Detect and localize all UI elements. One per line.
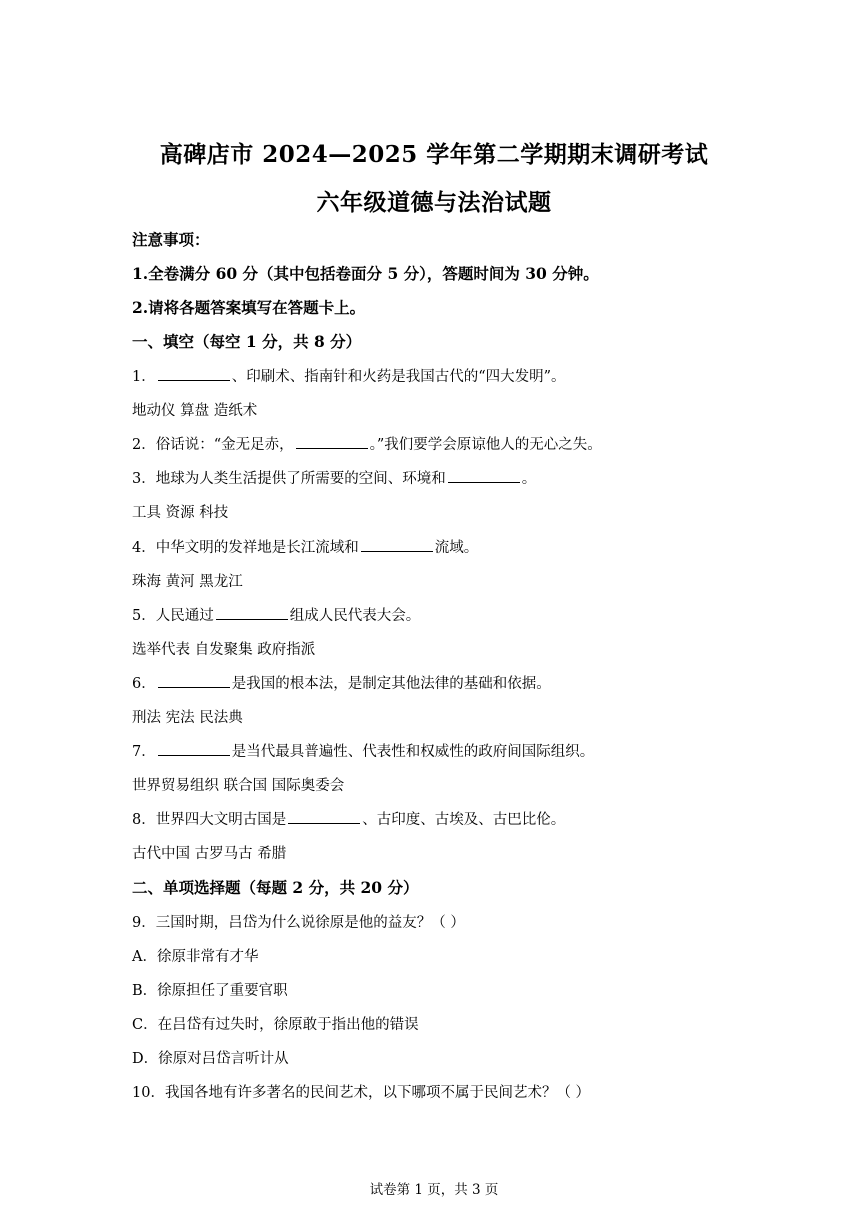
question-6	[132, 672, 551, 693]
question-text-post: 、古印度、古埃及、古巴比伦。	[362, 812, 566, 828]
question-text-pre: 6．	[132, 676, 156, 692]
question-text-post: 流域。	[434, 540, 479, 556]
question-1-options: 地动仪 算盘 造纸术	[132, 403, 258, 419]
exam-title: 高碑店市 2024—2025 学年第二学期期末调研考试	[159, 141, 709, 168]
question-text-post: 组成人民代表大会。	[289, 608, 421, 624]
question-10: 10．我国各地有许多著名的民间艺术，以下哪项不属于民间艺术？（ ）	[132, 1085, 591, 1101]
question-3	[132, 467, 536, 488]
choice-c: C．在吕岱有过失时，徐原敢于指出他的错误	[132, 1017, 419, 1033]
choice-d: D．徐原对吕岱言听计从	[132, 1051, 289, 1067]
question-8	[132, 808, 565, 829]
question-text-pre: 3．地球为人类生活提供了所需要的空间、环境和	[132, 471, 446, 487]
question-text-pre: 8．世界四大文明古国是	[132, 812, 287, 828]
question-text-pre: 1．	[132, 369, 156, 385]
page-footer: 试卷第 1 页，共 3 页	[369, 1182, 499, 1198]
choice-a: A．徐原非常有才华	[132, 949, 259, 965]
question-6-options: 刑法 宪法 民法典	[132, 710, 243, 726]
answer-blank	[448, 468, 520, 483]
answer-blank	[158, 366, 230, 381]
notice-heading: 注意事项：	[132, 230, 210, 249]
question-7	[132, 740, 594, 761]
notice-item-2: 2.请将各题答案填写在答题卡上。	[132, 298, 366, 317]
question-8-options: 古代中国 古罗马古 希腊	[132, 846, 287, 862]
section-2-heading: 二、单项选择题（每题 2 分，共 20 分）	[132, 878, 419, 897]
answer-blank	[361, 537, 433, 552]
exam-subtitle: 六年级道德与法治试题	[316, 189, 552, 216]
choice-b: B．徐原担任了重要官职	[132, 983, 288, 999]
question-5-options: 选举代表 自发聚集 政府指派	[132, 642, 316, 658]
answer-blank	[158, 741, 230, 756]
question-7-options: 世界贸易组织 联合国 国际奥委会	[132, 778, 345, 794]
question-text-post: 是我国的根本法，是制定其他法律的基础和依据。	[231, 676, 551, 692]
question-3-options: 工具 资源 科技	[132, 505, 229, 521]
question-9: 9．三国时期，吕岱为什么说徐原是他的益友？（ ）	[132, 915, 465, 931]
answer-blank	[158, 673, 230, 688]
question-text-post: 。”我们要学会原谅他人的无心之失。	[369, 437, 602, 453]
question-text-pre: 5．人民通过	[132, 608, 214, 624]
answer-blank	[288, 809, 360, 824]
notice-item-1: 1.全卷满分 60 分（其中包括卷面分 5 分），答题时间为 30 分钟。	[132, 264, 599, 283]
answer-blank	[216, 605, 288, 620]
question-text-pre: 7．	[132, 744, 156, 760]
answer-blank	[296, 434, 368, 449]
question-text-pre: 2．俗话说：“金无足赤，	[132, 437, 294, 453]
question-2	[132, 433, 602, 454]
section-1-heading: 一、填空（每空 1 分，共 8 分）	[132, 332, 362, 351]
question-text-post: 是当代最具普遍性、代表性和权威性的政府间国际组织。	[231, 744, 595, 760]
question-4	[132, 536, 478, 557]
question-text-post: 、印刷术、指南针和火药是我国古代的“四大发明”。	[231, 369, 566, 385]
question-text-post: 。	[521, 471, 537, 487]
question-4-options: 珠海 黄河 黑龙江	[132, 574, 243, 590]
question-text-pre: 4．中华文明的发祥地是长江流域和	[132, 540, 359, 556]
question-5	[132, 604, 420, 625]
question-1	[132, 365, 566, 386]
